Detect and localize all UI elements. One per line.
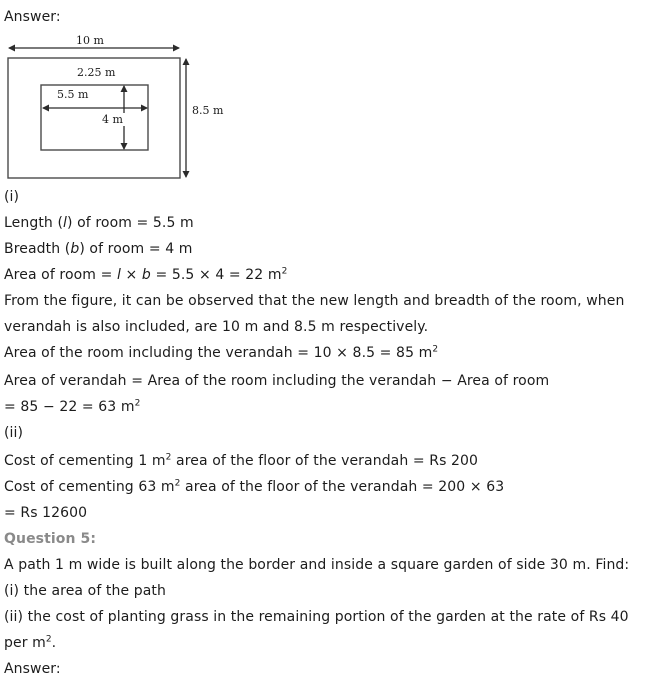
room-with-verandah-diagram bbox=[0, 30, 240, 185]
line-area-of-verandah: Area of verandah = Area of the room including the verandah − Area of room bbox=[4, 373, 550, 389]
line-area-with-verandah: Area of the room including the verandah = 10 × 8.5 = 85 $m^2$ bbox=[4, 344, 439, 361]
question-5-part-ii-line-2: per $m^2$. bbox=[4, 634, 57, 651]
line-cost-total: Cost of cementing 63 $m^2$ area of the floor of the verandah = 200 × 63 bbox=[4, 478, 505, 495]
line-length-of-room: Length (l) of room = 5.5 m bbox=[4, 215, 194, 231]
answer-heading-top: Answer: bbox=[4, 9, 61, 25]
question-5-heading: Question 5: bbox=[4, 531, 97, 547]
line-breadth-of-room: Breadth (b) of room = 4 m bbox=[4, 241, 193, 257]
question-5-part-i: (i) the area of the path bbox=[4, 583, 166, 599]
answer-heading-bottom: Answer: bbox=[4, 661, 61, 677]
line-cost-per-unit: Cost of cementing 1 $m^2$ area of the floor of the verandah = Rs 200 bbox=[4, 452, 479, 469]
question-5-body: A path 1 m wide is built along the border and inside a square garden of side 30 m. Find: bbox=[4, 557, 630, 573]
line-observed-1: From the figure, it can be observed that the new length and breadth of the room, when bbox=[4, 293, 625, 309]
dimension-label-4m: 4 m bbox=[102, 113, 123, 126]
dimension-label-5-5m: 5.5 m bbox=[57, 88, 89, 101]
dimension-label-2-25m: 2.25 m bbox=[77, 66, 116, 79]
question-5-part-ii-line-1: (ii) the cost of planting grass in the remaining portion of the garden at the rate of Rs 40 bbox=[4, 609, 629, 625]
dimension-label-8-5m: 8.5 m bbox=[192, 104, 224, 117]
line-area-of-verandah-result: = 85 − 22 = 63 $m^2$ bbox=[4, 398, 141, 415]
dimension-label-10m: 10 m bbox=[76, 34, 104, 47]
part-i-marker: (i) bbox=[4, 189, 20, 205]
line-area-of-room: Area of room = l × b = 5.5 × 4 = 22 $m^2$ bbox=[4, 266, 288, 283]
line-cost-result: = Rs 12600 bbox=[4, 505, 88, 521]
part-ii-marker: (ii) bbox=[4, 425, 24, 441]
line-observed-2: verandah is also included, are 10 m and 8.5 m respectively. bbox=[4, 319, 429, 335]
